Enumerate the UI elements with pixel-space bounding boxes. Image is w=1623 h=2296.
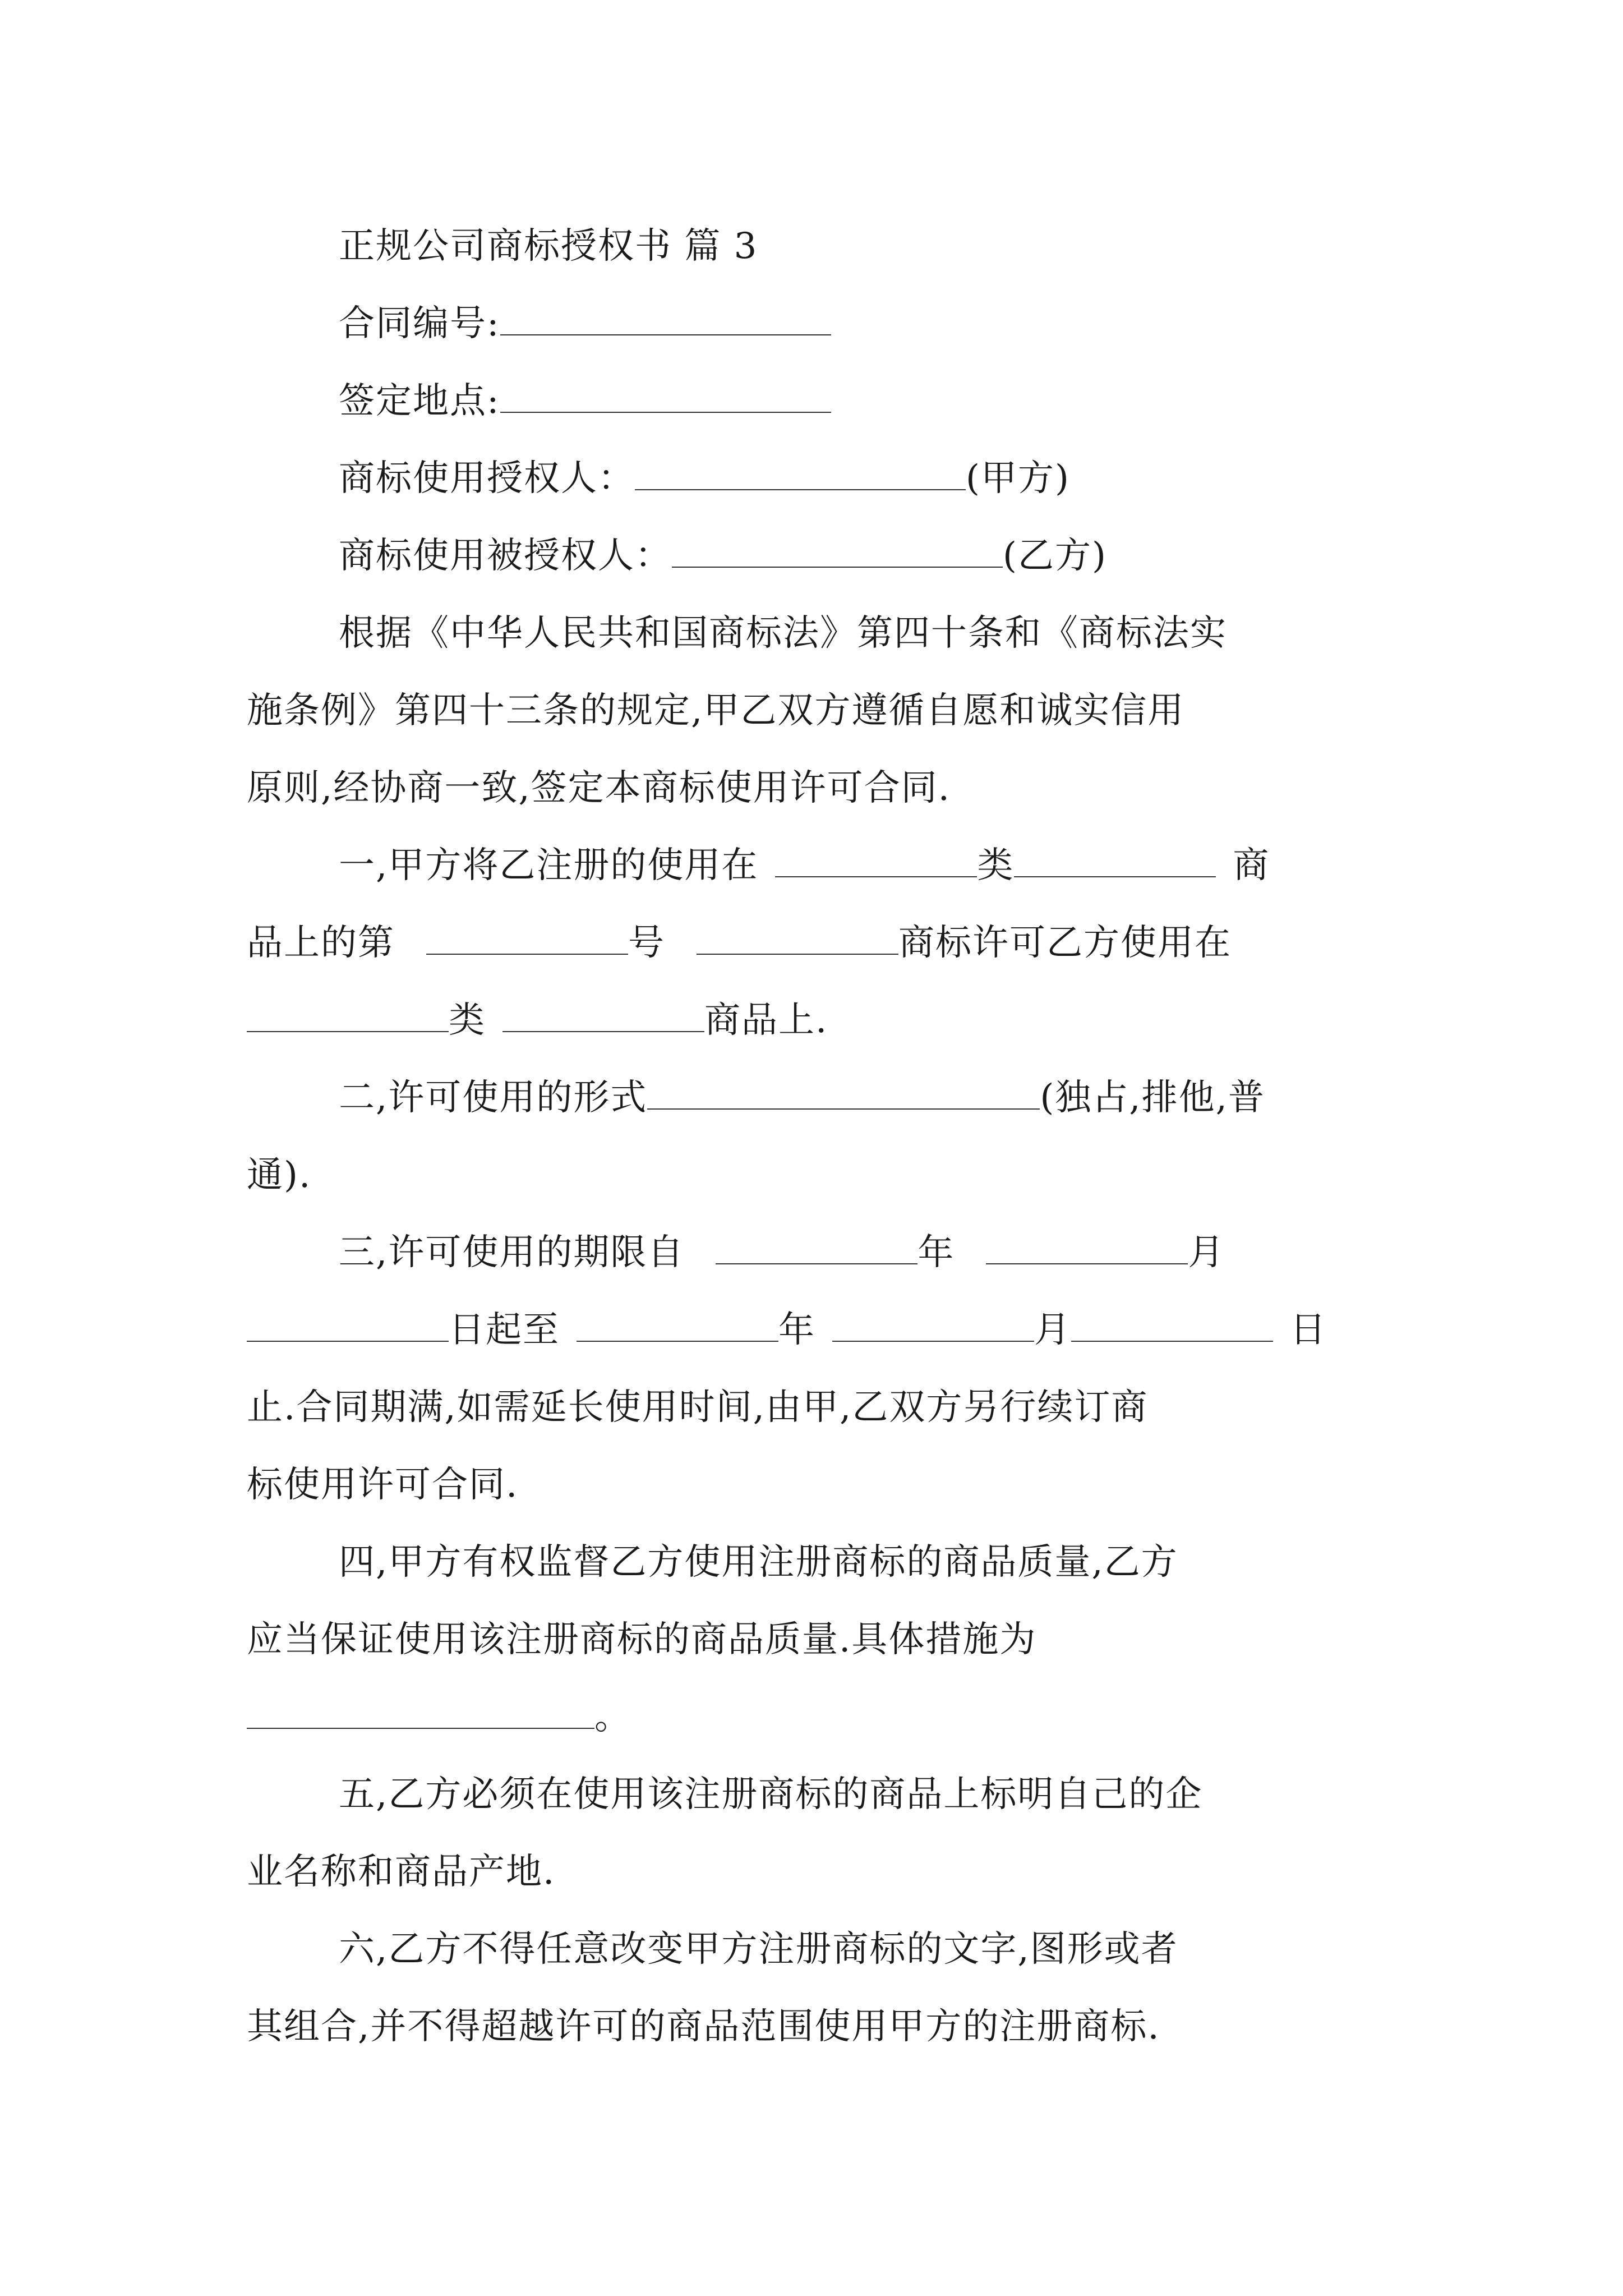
goods-blank-2 bbox=[502, 999, 704, 1032]
clause-6-text-a: 六,乙方不得任意改变甲方注册商标的文字,图形或者 bbox=[339, 1929, 1178, 1970]
intro-line-2 bbox=[247, 672, 1376, 749]
clause-5-line-1 bbox=[247, 1756, 1376, 1833]
clause-1-line-3 bbox=[247, 982, 1376, 1059]
clause-1-text-d: 品上的第 bbox=[247, 922, 395, 964]
clause-1-text-g: 类 bbox=[449, 1000, 486, 1041]
document-body bbox=[247, 208, 1376, 2065]
clause-1-text-e: 号 bbox=[628, 922, 665, 964]
licensor-blank bbox=[635, 457, 966, 490]
clause-6-text-b: 其组合,并不得超越许可的商品范围使用甲方的注册商标. bbox=[247, 2006, 1160, 2047]
class-blank-2 bbox=[247, 999, 449, 1032]
clause-3-text-d: 日起至 bbox=[449, 1309, 560, 1351]
licensor-suffix: (甲方) bbox=[966, 458, 1070, 499]
contract-number-line bbox=[247, 285, 1376, 362]
intro-line-3 bbox=[247, 749, 1376, 827]
intro-text-3: 原则,经协商一致,签定本商标使用许可合同. bbox=[247, 767, 951, 809]
start-month-blank bbox=[986, 1231, 1188, 1264]
clause-1-text-f: 商标许可乙方使用在 bbox=[898, 922, 1232, 964]
clause-2-text-a: 二,许可使用的形式 bbox=[339, 1077, 648, 1119]
clause-1-text-b: 类 bbox=[977, 845, 1015, 886]
clause-3-text-b: 年 bbox=[917, 1232, 955, 1273]
clause-3-text-h: 止.合同期满,如需延长使用时间,由甲,乙双方另行续订商 bbox=[247, 1387, 1149, 1428]
clause-3-text-f: 月 bbox=[1034, 1309, 1071, 1351]
clause-3-line-3 bbox=[247, 1369, 1376, 1446]
licensee-label: 商标使用被授权人： bbox=[339, 535, 672, 577]
sign-place-label: 签定地点: bbox=[339, 380, 500, 422]
clause-4-text-b: 应当保证使用该注册商标的商品质量.具体措施为 bbox=[247, 1619, 1037, 1660]
licensor-label: 商标使用授权人： bbox=[339, 458, 635, 499]
clause-2-line-2 bbox=[247, 1137, 1376, 1214]
contract-number-blank bbox=[500, 302, 831, 335]
goods-blank-1 bbox=[1014, 844, 1216, 877]
registration-number-blank bbox=[426, 921, 628, 955]
clause-2-line-1 bbox=[247, 1059, 1376, 1137]
clause-2-text-b: (独占,排他,普 bbox=[1040, 1077, 1265, 1119]
clause-4-line-1 bbox=[247, 1524, 1376, 1601]
contract-number-label: 合同编号: bbox=[339, 303, 500, 344]
licensee-line bbox=[247, 517, 1376, 595]
start-day-blank bbox=[247, 1308, 449, 1342]
intro-line-1 bbox=[247, 595, 1376, 672]
clause-4-line-2 bbox=[247, 1601, 1376, 1678]
end-month-blank bbox=[832, 1308, 1034, 1342]
intro-text-2: 施条例》第四十三条的规定,甲乙双方遵循自愿和诚实信用 bbox=[247, 690, 1185, 731]
clause-2-text-c: 通). bbox=[247, 1154, 312, 1196]
sign-place-blank bbox=[500, 379, 831, 413]
end-day-blank bbox=[1071, 1308, 1273, 1342]
intro-text-1: 根据《中华人民共和国商标法》第四十条和《商标法实 bbox=[339, 613, 1227, 654]
clause-3-line-4 bbox=[247, 1446, 1376, 1524]
end-year-blank bbox=[577, 1308, 778, 1342]
start-year-blank bbox=[716, 1231, 917, 1264]
clause-5-line-2 bbox=[247, 1833, 1376, 1911]
clause-1-text-h: 商品上. bbox=[704, 1000, 828, 1041]
clause-3-line-2 bbox=[247, 1291, 1376, 1369]
clause-3-text-e: 年 bbox=[778, 1309, 815, 1351]
licensee-blank bbox=[672, 534, 1003, 568]
clause-5-text-b: 业名称和商品产地. bbox=[247, 1851, 556, 1893]
sign-place-line bbox=[247, 362, 1376, 440]
license-form-blank bbox=[647, 1076, 1040, 1110]
clause-1-line-2 bbox=[247, 904, 1376, 982]
clause-4-line-3 bbox=[247, 1678, 1376, 1756]
clause-5-text-a: 五,乙方必须在使用该注册商标的商品上标明自己的企 bbox=[339, 1774, 1203, 1815]
clause-1-text-c: 商 bbox=[1233, 845, 1270, 886]
clause-4-text-a: 四,甲方有权监督乙方使用注册商标的商品质量,乙方 bbox=[339, 1542, 1178, 1583]
clause-3-text-c: 月 bbox=[1188, 1232, 1225, 1273]
licensor-line bbox=[247, 440, 1376, 517]
clause-3-text-i: 标使用许可合同. bbox=[247, 1464, 519, 1506]
document-title bbox=[247, 208, 1376, 285]
trademark-blank bbox=[697, 921, 898, 955]
clause-3-text-a: 三,许可使用的期限自 bbox=[339, 1232, 685, 1273]
clause-3-text-g: 日 bbox=[1290, 1309, 1327, 1351]
clause-3-line-1 bbox=[247, 1214, 1376, 1291]
clause-6-line-2 bbox=[247, 1988, 1376, 2065]
clause-4-text-c: 。 bbox=[594, 1696, 631, 1738]
licensee-suffix: (乙方) bbox=[1003, 535, 1107, 577]
clause-1-text-a: 一,甲方将乙注册的使用在 bbox=[339, 845, 759, 886]
measures-blank bbox=[247, 1695, 594, 1729]
title-text: 正规公司商标授权书 篇 3 bbox=[339, 226, 758, 267]
clause-6-line-1 bbox=[247, 1911, 1376, 1988]
class-blank-1 bbox=[775, 844, 977, 877]
clause-1-line-1 bbox=[247, 827, 1376, 904]
